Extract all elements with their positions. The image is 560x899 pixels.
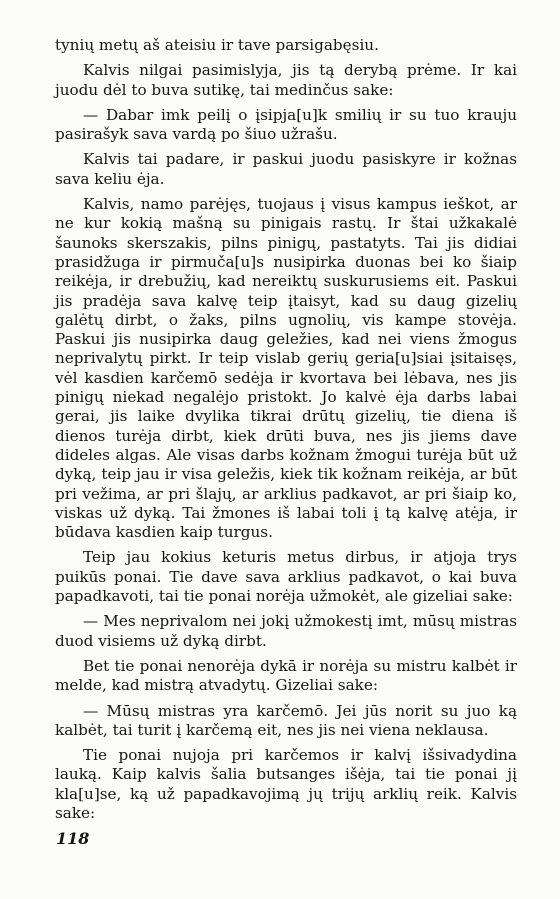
paragraph: Kalvis tai padare, ir paskui juodu pasiskyre ir kožnas sava keliu ėja. (55, 150, 517, 188)
paragraph: Bet tie ponai nenorėja dykā ir norėja su mistru kalbėt ir melde, kad mistrą atvadytų. Gizeliai sake: (55, 656, 517, 695)
paragraph: Kalvis, namo parėjęs, tuojaus į visus kampus ieškot, ar ne kur kokią mašną su pinigais rastų. Ir štai užkakalė šaunoks skerszakis, pilns pinigų, pastatyts. Tai jis didiai prasidžuga ir pirmuča[u]s nusipirka duonas bei ko šiaip reikėja, ir drebužių, kad nereiktų suskurusiems eit. Paskui jis pradėja sava kalvę teip įtaisyt, kad su daug gizelių galėtų dirbt, o žaks, pilns ugnolių, vis kampe stovėja. Paskui jis nusipirka daug geležies, kad nei viens žmogus neprivalytų pirkt. Ir teip vislab gerių geria[u]siai įsitaisęs, vėl kasdien karčemō sedėja ir kvortava bei lėbava, nes jis pinigų niekad negalėjo pristokt. Jo kalvė ėja darbs labai gerai, jis laike dvylika tikrai drūtų gizelių, tie diena iš dienos turėja dirbt, kiek drūti buva, nes jis jiems dave dideles algas. Ale visas darbs kožnam žmogui turėja būt už dyką, teip jau ir visa geležis, kiek tik kožnam reikėja, ar būt pri vežima, ar pri šlajų, ar arklius padkavot, ar pri šiaip ko, viskas už dyką. Tai žmones iš labai toli į tą kalvę atėja, ir būdava kasdien kaip turgus. (55, 195, 517, 542)
page-body (55, 36, 517, 829)
paragraph: — Dabar imk peilį o įsipja[u]k smilių ir su tuo krauju pasirašyk sava vardą po šiuo užrašu. (55, 105, 517, 144)
paragraph: Teip jau kokius keturis metus dirbus, ir atjoja trys puikūs ponai. Tie dave sava arklius padkavot, o kai buva papadkavoti, tai tie ponai norėja užmokėt, ale gizeliai sake: (55, 548, 517, 606)
paragraph: Tie ponai nujoja pri karčemos ir kalvį išsivadydina lauką. Kaip kalvis šalia butsanges išėja, tai tie ponai jį kla[u]se, ką už papadkavojimą jų trijų arklių reik. Kalvis sake: (55, 746, 517, 822)
paragraph: tynių metų aš ateisiu ir tave parsigabęsiu. (55, 36, 379, 54)
paragraph: — Mes neprivalom nei jokį užmokestį imt, mūsų mistras duod visiems už dyką dirbt. (55, 612, 517, 650)
paragraph: Kalvis nilgai pasimislyja, jis tą derybą prėme. Ir kai juodu dėl to buva sutikę, tai medinčus sake: (55, 61, 517, 99)
page-number: 118 (56, 829, 90, 848)
paragraph: — Mūsų mistras yra karčemō. Jei jūs norit su juo ką kalbėt, tai turit į karčemą eit, nes jis nei viena neklausa. (55, 701, 517, 739)
